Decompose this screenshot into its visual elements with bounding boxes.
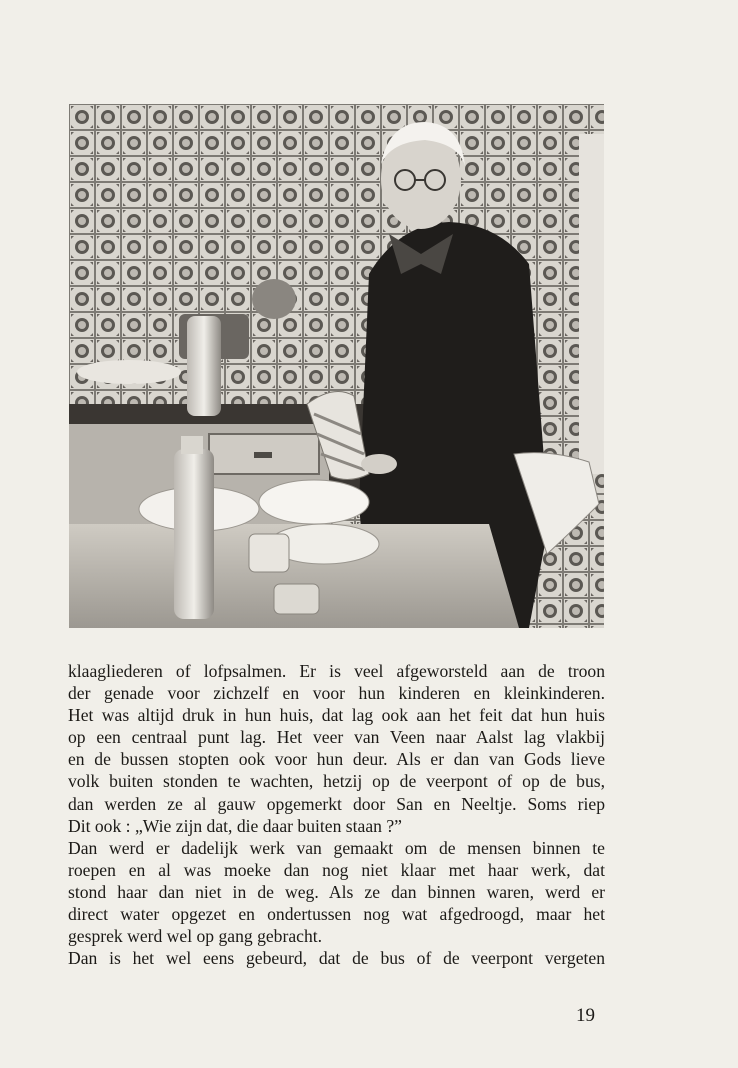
cup <box>274 584 319 614</box>
plate-rack <box>77 360 181 384</box>
text-line: Dan is het wel eens gebeurd, dat de bus of de veerpont vergeten <box>68 948 605 969</box>
text-line: Dit ook : „Wie zijn dat, die daar buiten staan ?” <box>68 815 402 836</box>
page-number: 19 <box>576 1005 595 1026</box>
text-line: Het was altijd druk in hun huis, dat lag ook aan het feit dat hun huis <box>68 705 605 726</box>
text-line: volk buiten stonden te wachten, hetzij op de veerpont of op de bus, <box>68 771 605 792</box>
text-line: stond haar dan niet in de weg. Als ze dan binnen waren, werd er <box>68 881 605 902</box>
text-line: direct water opgezet en ondertussen nog wat afgedroogd, maar het <box>68 904 605 925</box>
photo-illustration <box>69 104 604 628</box>
text-line: klaagliederen of lofpsalmen. Er is veel afgeworsteld aan de troon <box>68 661 605 681</box>
text-line: op een centraal punt lag. Het veer van Veen naar Aalst lag vlakbij <box>68 727 605 748</box>
cup <box>249 534 289 572</box>
plate-held <box>259 480 369 524</box>
text-line: der genade voor zichzelf en voor hun kinderen en kleinkinderen. <box>68 683 605 704</box>
text-line: roepen en al was moeke dan nog niet klaar met haar werk, dat <box>68 859 605 880</box>
text-line: dan werden ze al gauw opgemerkt door San en Neeltje. Soms riep <box>68 793 605 814</box>
photograph-woman-drying-dishes <box>69 104 604 628</box>
door-frame <box>579 134 604 474</box>
text-line: Dan werd er dadelijk werk van gemaakt om de mensen binnen te <box>68 837 605 858</box>
kettle <box>252 279 296 319</box>
bottle-on-table <box>174 449 214 619</box>
text-line: gesprek werd wel op gang gebracht. <box>68 926 323 947</box>
body-text <box>68 660 605 969</box>
bottle <box>187 316 221 416</box>
text-line: en de bussen stopten ook voor hun deur. Als er dan van Gods lieve <box>68 749 605 770</box>
